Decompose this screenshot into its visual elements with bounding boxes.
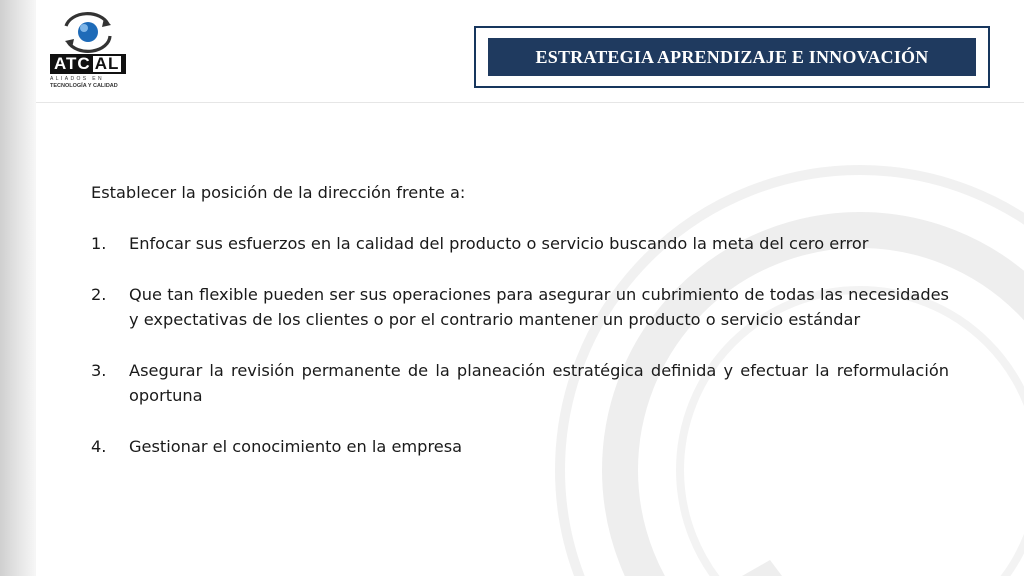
list-item <box>91 282 949 332</box>
logo-wordmark-left: ATC <box>54 54 91 73</box>
list-item-number: 1. <box>91 234 107 253</box>
list-item-number: 4. <box>91 437 107 456</box>
list-item-number: 2. <box>91 285 107 304</box>
list-item-number: 3. <box>91 361 107 380</box>
logo-wordmark <box>50 54 126 74</box>
list-item-text: Gestionar el conocimiento en la empresa <box>129 437 463 456</box>
slide-title: ESTRATEGIA APRENDIZAJE E INNOVACIÓN <box>488 38 976 76</box>
slide-content <box>91 180 949 485</box>
list-item <box>91 231 949 256</box>
title-frame <box>474 26 990 88</box>
list-item-text: Asegurar la revisión permanente de la planeación estratégica definida y efectuar la reformulación oportuna <box>129 361 949 405</box>
list-item-text: Que tan flexible pueden ser sus operaciones para asegurar un cubrimiento de todas las necesidades y expectativas de los clientes o por el contrario mantener un producto o servicio estándar <box>129 285 949 329</box>
globe-swirl-icon <box>60 12 116 54</box>
company-logo <box>48 12 128 98</box>
logo-wordmark-right: AL <box>91 54 124 74</box>
list-item <box>91 358 949 408</box>
list-item-text: Enfocar sus esfuerzos en la calidad del producto o servicio buscando la meta del cero error <box>129 234 869 253</box>
logo-tagline-1: ALIADOS EN <box>50 76 105 82</box>
list-item <box>91 434 949 459</box>
logo-tagline-2: TECNOLOGÍA Y CALIDAD <box>50 83 118 89</box>
intro-text: Establecer la posición de la dirección frente a: <box>91 183 466 202</box>
